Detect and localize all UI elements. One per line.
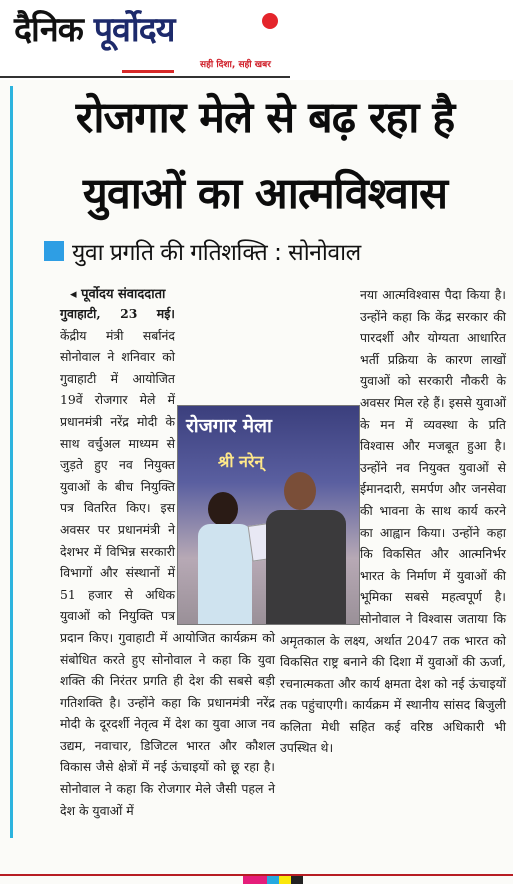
- subheadline-text: युवा प्रगति की गतिशक्ति : सोनोवाल: [72, 240, 361, 266]
- swatch-5: [291, 876, 303, 884]
- headline-line-1: रोजगार मेले से बढ़ रहा है: [75, 93, 455, 143]
- person-body: [198, 524, 252, 624]
- swatch-1: [243, 876, 255, 884]
- headline-line-2: युवाओं का आत्मविश्वास: [82, 169, 448, 219]
- article-text-right: नया आत्मविश्वास पैदा किया है। उन्होंने कहा कि केंद्र सरकार की पारदर्शी और योग्यता आधारित भर्ती प्रक्रिया के कारण लाखों युवाओं को सरकारी नौकरी के अवसर मिल रहे हैं। इससे युवाओं के मन में व्यवस्था के प्रति विश्वास और मजबूत हुआ है। उन्होंने नव नियुक्त युवाओं से ईमानदारी, समर्पण और जनसेवा की भावना के साथ कार्य करने का आह्वान किया। उन्होंने कहा कि विकसित और आत्मनिर्भर भारत के निर्माण में युवाओं की भूमिका सबसे महत्वपूर्ण है। सोनोवाल ने विश्वास जताया कि अमृतकाल के लक्ष्य, अर्थात 2047 तक भारत को विकसित राष्ट्र बनाने की दिशा में युवाओं की ऊर्जा, रचनात्मकता और कार्य क्षमता देश को नई ऊंचाइयों तक पहुंचाएगी। कार्यक्रम में स्थानीय सांसद बिजुली कलिता मेधी सहित कई वरिष्ठ अधिकारी भी उपस्थित थे।: [280, 287, 506, 756]
- subheadline: [44, 235, 361, 267]
- minister-body: [266, 510, 346, 624]
- tagline-bar: [122, 70, 174, 73]
- masthead: [0, 0, 513, 80]
- tagline: सही दिशा, सही खबर: [200, 60, 271, 70]
- dateline: गुवाहाटी, 23 मई।: [60, 306, 175, 321]
- photo-banner-text: रोजगार मेला: [186, 415, 272, 437]
- logo-dot-icon: [262, 13, 278, 29]
- byline-text: पूर्वोदय संवाददाता: [81, 287, 166, 302]
- newspaper-logo: [14, 8, 174, 56]
- logo-text-2: पूर्वोदय: [93, 10, 175, 50]
- byline-arrow-icon: ◂: [70, 287, 82, 302]
- left-rail: [0, 86, 13, 838]
- color-registration-marks: [243, 876, 303, 884]
- header-rule: [0, 76, 290, 78]
- headline: [20, 80, 510, 232]
- swatch-3: [267, 876, 279, 884]
- photo-banner-name: श्री नरेन्: [218, 452, 264, 471]
- byline: [70, 284, 165, 302]
- news-photo: [177, 405, 360, 625]
- swatch-2: [255, 876, 267, 884]
- logo-text-1: दैनिक: [14, 10, 94, 50]
- square-bullet-icon: [44, 241, 64, 261]
- article-text-left: केंद्रीय मंत्री सर्बानंद सोनोवाल ने शनिवार को गुवाहाटी में आयोजित 19वें रोजगार मेले में प्रधानमंत्री नरेंद्र मोदी के साथ वर्चुअल माध्यम से जुड़ते हुए नव नियुक्त युवाओं के बीच नियुक्ति पत्र वितरित किए। इस अवसर पर प्रधानमंत्री ने देशभर में विभिन्न सरकारी विभागों और संस्थानों में 51 हजार से अधिक युवाओं को नियुक्ति पत्र प्रदान किए। गुवाहाटी में आयोजित कार्यक्रम को संबोधित करते हुए सोनोवाल ने कहा कि युवा शक्ति की निरंतर प्रगति ही देश की सबसे बड़ी गतिशक्ति है। उन्होंने कहा कि प्रधानमंत्री नरेंद्र मोदी के दूरदर्शी नेतृत्व में देश का युवा आज नव उद्यम, नवाचार, डिजिटल भारत और कौशल विकास जैसे क्षेत्रों में नई ऊंचाइयों को छू रहा है। सोनोवाल ने कहा कि रोजगार मेले जैसी पहल ने देश के युवाओं में: [60, 327, 275, 818]
- swatch-4: [279, 876, 291, 884]
- minister-head: [284, 472, 316, 510]
- person-head: [208, 492, 238, 526]
